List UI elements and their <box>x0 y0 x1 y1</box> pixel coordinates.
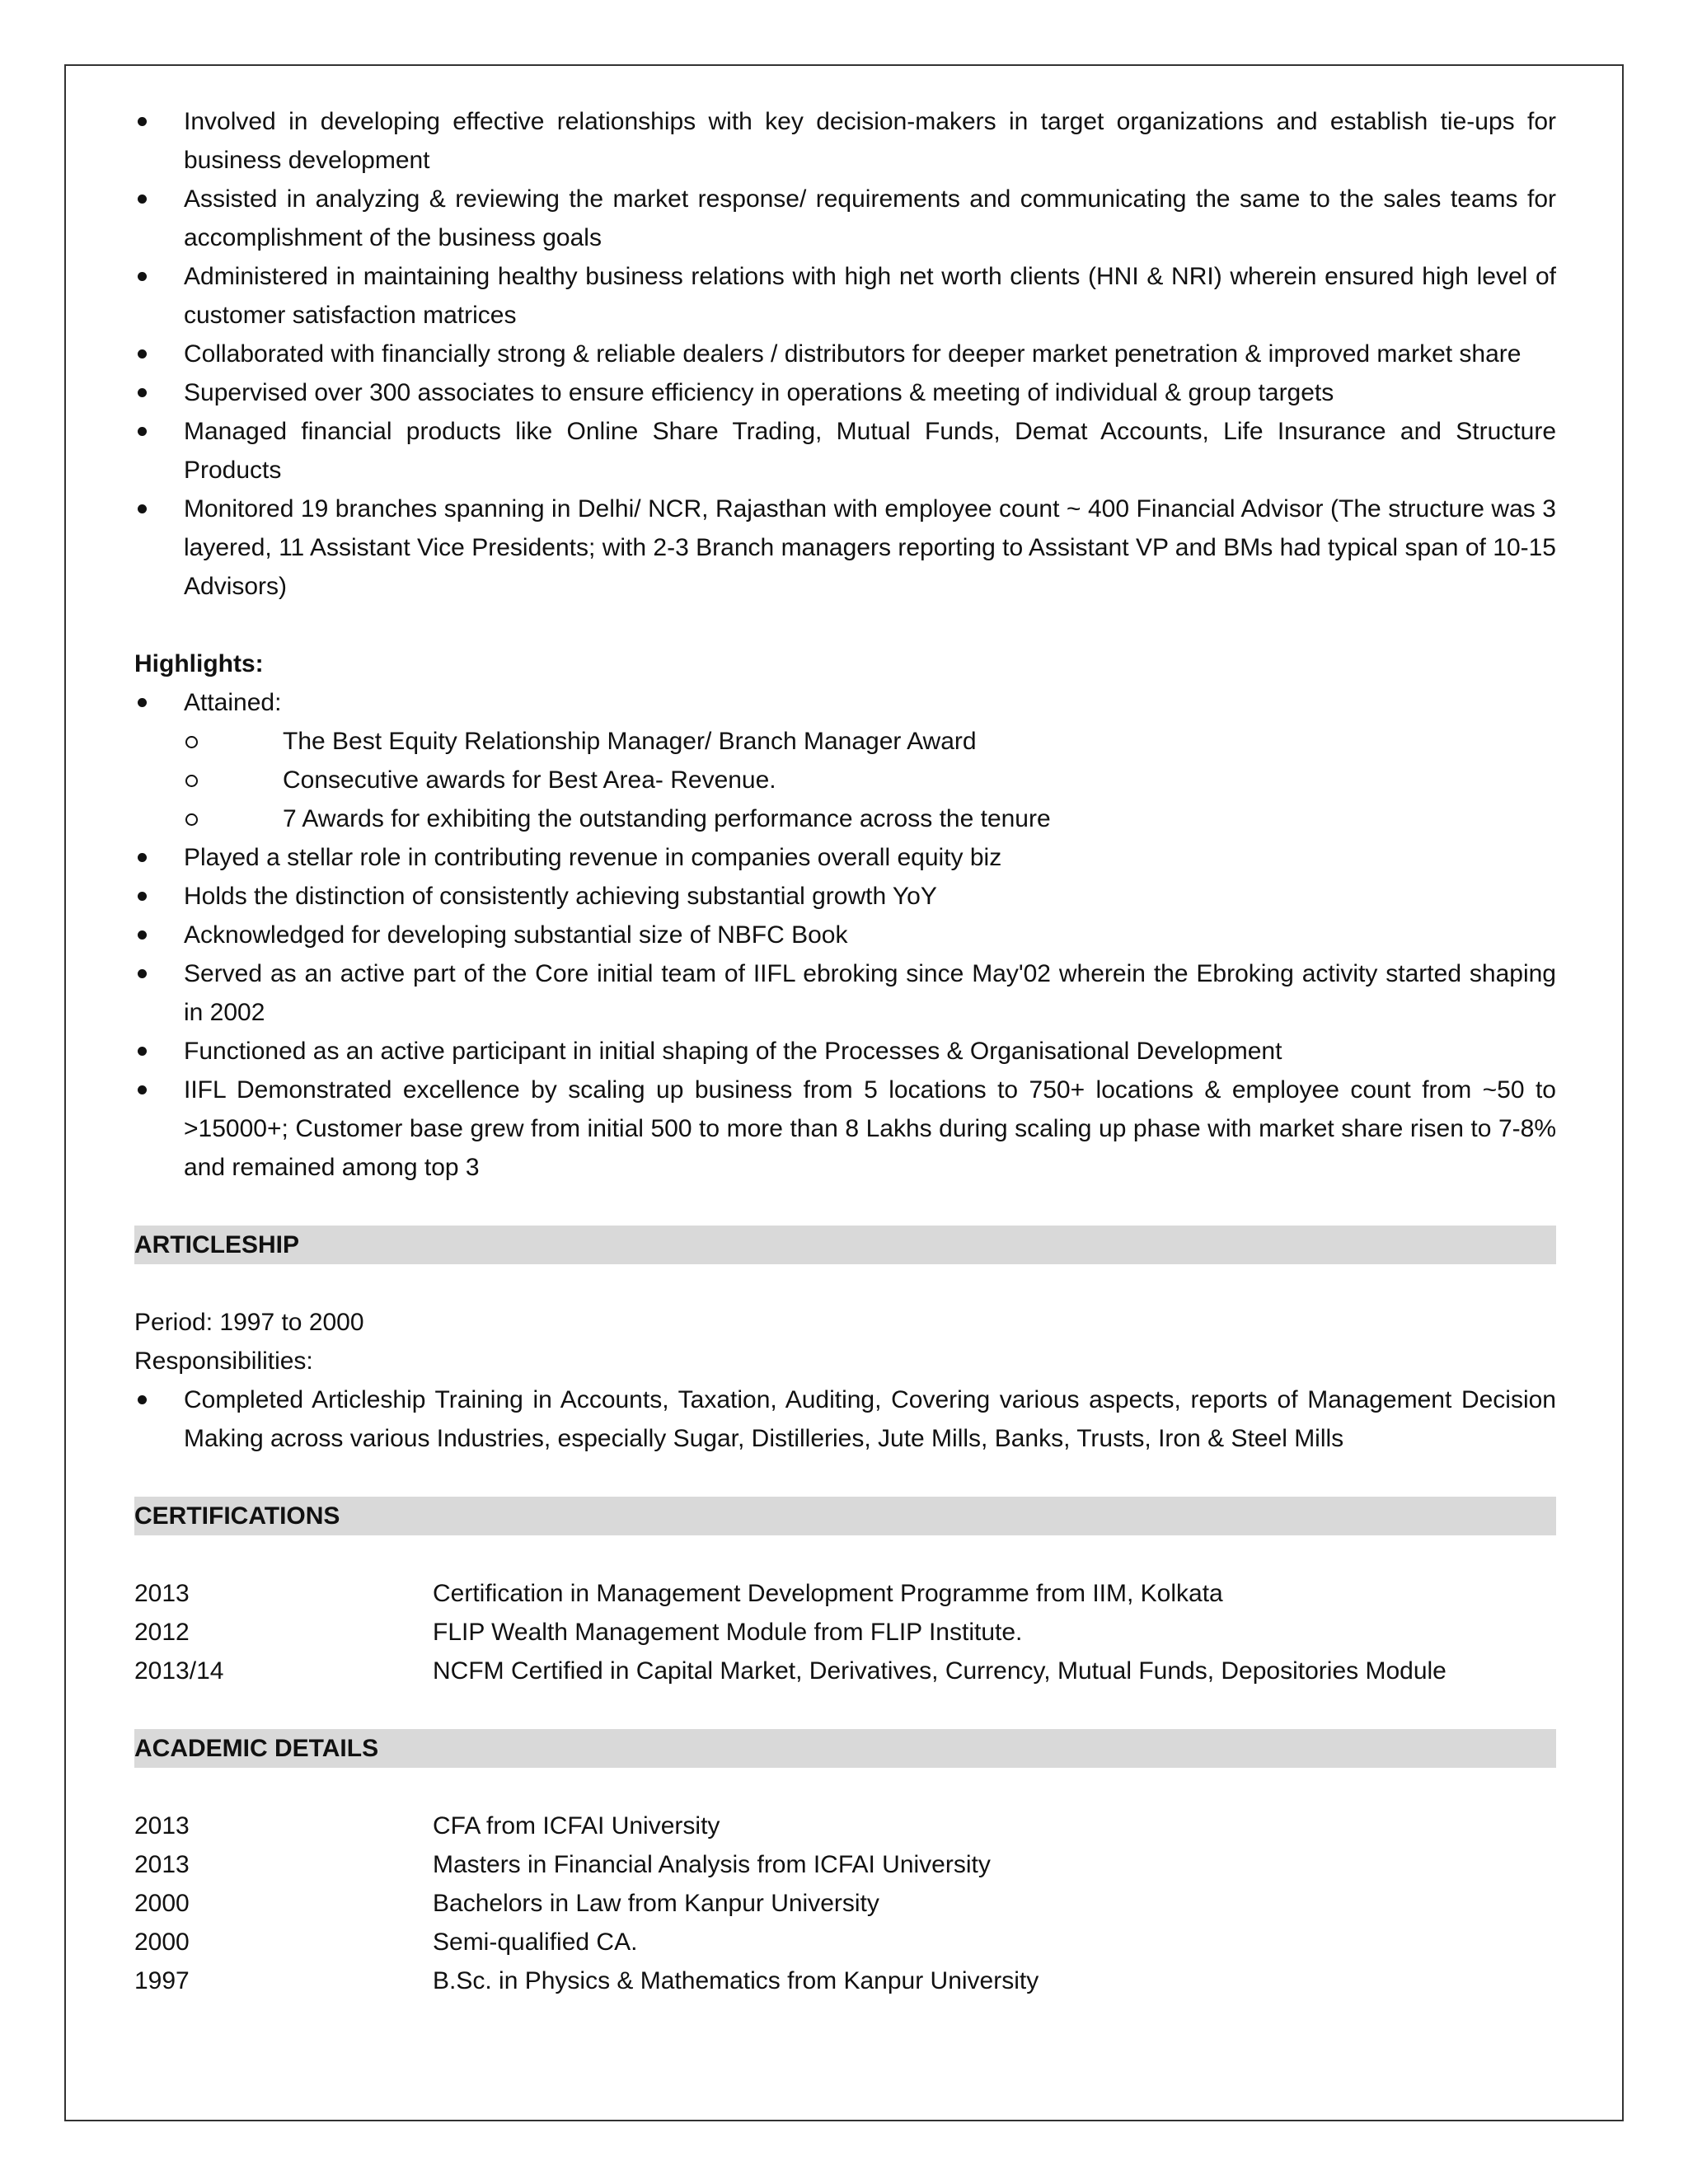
academic-text: Masters in Financial Analysis from ICFAI University <box>433 1851 991 1878</box>
section-header-certifications: CERTIFICATIONS <box>134 1497 1556 1535</box>
academic-year: 2013 <box>134 1812 190 1840</box>
certification-row <box>134 1652 1556 1690</box>
sub-list-item: 7 Awards for exhibiting the outstanding performance across the tenure <box>134 799 1556 838</box>
attained-label: Attained: <box>184 689 282 716</box>
attained-sub-list <box>134 722 1556 838</box>
academic-text: Semi-qualified CA. <box>433 1929 638 1956</box>
certification-text: FLIP Wealth Management Module from FLIP Institute. <box>433 1619 1023 1646</box>
highlights-heading: Highlights: <box>134 650 264 677</box>
academic-text: Bachelors in Law from Kanpur University <box>433 1890 879 1917</box>
list-item: Managed financial products like Online Share Trading, Mutual Funds, Demat Accounts, Life Insurance and Structure Products <box>134 412 1556 490</box>
academic-text: B.Sc. in Physics & Mathematics from Kanpur University <box>433 1967 1039 1994</box>
certification-year: 2013/14 <box>134 1657 224 1685</box>
articleship-period: Period: 1997 to 2000 <box>134 1309 364 1336</box>
list-item: Collaborated with financially strong & reliable dealers / distributors for deeper market penetration & improved market share <box>134 335 1556 373</box>
list-item: Completed Articleship Training in Accounts, Taxation, Auditing, Covering various aspects, reports of Management Decision Making across various Industries, especially Sugar, Distilleries, Jute Mills, Banks, Trusts, Iron & Steel Mills <box>134 1380 1556 1458</box>
list-item: Acknowledged for developing substantial size of NBFC Book <box>134 916 1556 954</box>
list-item: Monitored 19 branches spanning in Delhi/ NCR, Rajasthan with employee count ~ 400 Financial Advisor (The structure was 3 layered, 11 Assistant Vice Presidents; with 2-3 Branch managers reporting to Assistant VP and BMs had typical span of 10-15 Advisors) <box>134 490 1556 606</box>
academic-year: 1997 <box>134 1967 190 1994</box>
academic-row <box>134 1923 1556 1961</box>
list-item: Served as an active part of the Core initial team of IIFL ebroking since May'02 wherein the Ebroking activity started shaping in 2002 <box>134 954 1556 1032</box>
sub-list-item: The Best Equity Relationship Manager/ Branch Manager Award <box>134 722 1556 761</box>
section-header-academic-details: ACADEMIC DETAILS <box>134 1729 1556 1768</box>
certification-row <box>134 1574 1556 1613</box>
certification-row <box>134 1613 1556 1652</box>
academic-year: 2013 <box>134 1851 190 1878</box>
sub-list-item: Consecutive awards for Best Area- Revenue. <box>134 761 1556 799</box>
academic-year: 2000 <box>134 1929 190 1956</box>
experience-bullet-list <box>134 102 1556 606</box>
resume-page <box>134 102 1556 2000</box>
list-item-attained <box>134 683 1556 722</box>
certification-text: NCFM Certified in Capital Market, Derivatives, Currency, Mutual Funds, Depositories Module <box>433 1657 1447 1685</box>
list-item: Supervised over 300 associates to ensure efficiency in operations & meeting of individual & group targets <box>134 373 1556 412</box>
academic-row <box>134 1807 1556 1845</box>
list-item: Administered in maintaining healthy business relations with high net worth clients (HNI & NRI) wherein ensured high level of customer satisfaction matrices <box>134 257 1556 335</box>
academic-year: 2000 <box>134 1890 190 1917</box>
highlights-bullet-list-continued <box>134 838 1556 1187</box>
list-item: Played a stellar role in contributing revenue in companies overall equity biz <box>134 838 1556 877</box>
highlights-bullet-list <box>134 683 1556 722</box>
certification-text: Certification in Management Development Programme from IIM, Kolkata <box>433 1580 1223 1607</box>
list-item: Holds the distinction of consistently achieving substantial growth YoY <box>134 877 1556 916</box>
section-header-articleship: ARTICLESHIP <box>134 1226 1556 1264</box>
academic-row <box>134 1884 1556 1923</box>
certification-year: 2013 <box>134 1580 190 1607</box>
list-item: Functioned as an active participant in initial shaping of the Processes & Organisational Development <box>134 1032 1556 1071</box>
list-item: Involved in developing effective relationships with key decision-makers in target organizations and establish tie-ups for business development <box>134 102 1556 180</box>
certification-year: 2012 <box>134 1619 190 1646</box>
articleship-bullet-list <box>134 1380 1556 1458</box>
list-item: IIFL Demonstrated excellence by scaling up business from 5 locations to 750+ locations & employee count from ~50 to >15000+; Customer base grew from initial 500 to more than 8 Lakhs during scaling up phase with market share risen to 7-8% and remained among top 3 <box>134 1071 1556 1187</box>
academic-row <box>134 1845 1556 1884</box>
academic-text: CFA from ICFAI University <box>433 1812 720 1840</box>
academic-row <box>134 1961 1556 2000</box>
list-item: Assisted in analyzing & reviewing the market response/ requirements and communicating the same to the sales teams for accomplishment of the business goals <box>134 180 1556 257</box>
articleship-responsibilities-label: Responsibilities: <box>134 1347 313 1375</box>
